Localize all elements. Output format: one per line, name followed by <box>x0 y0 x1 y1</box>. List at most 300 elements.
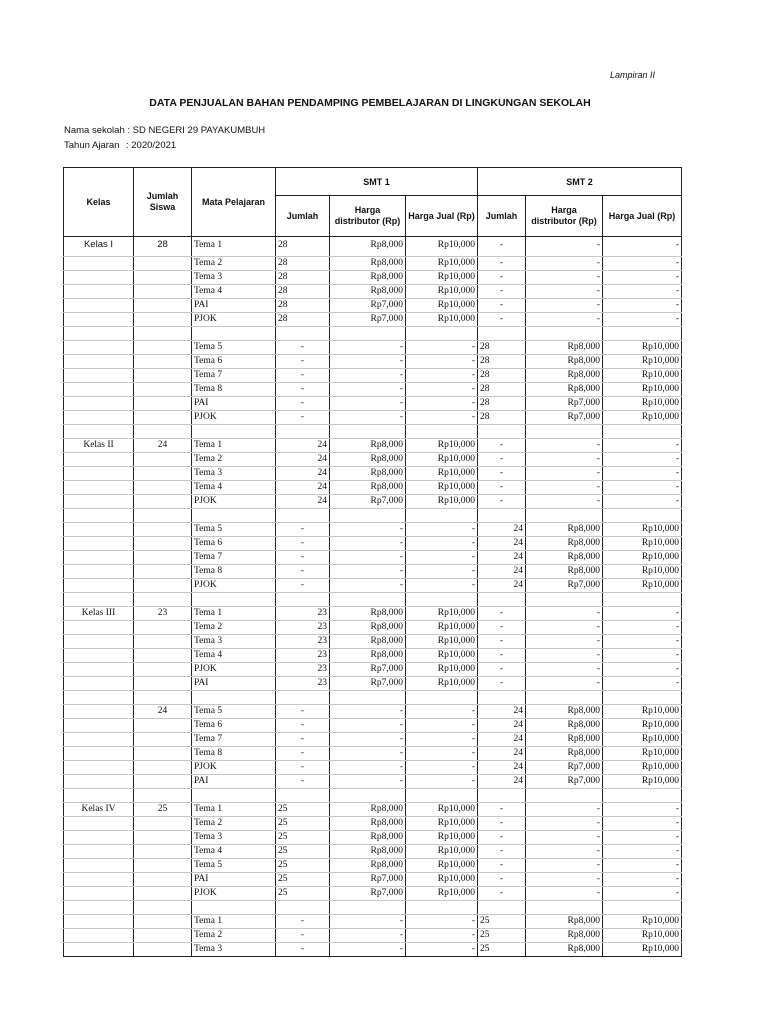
smt2-jumlah-cell: 25 <box>478 943 526 957</box>
smt2-jumlah-cell: - <box>478 299 526 313</box>
kelas-cell: Kelas II <box>64 439 134 453</box>
table-row <box>64 495 682 509</box>
smt2-harga-jual-cell <box>603 509 682 523</box>
table-row <box>64 369 682 383</box>
smt1-harga-jual-cell: - <box>406 579 478 593</box>
table-row <box>64 237 682 257</box>
smt2-harga-jual-cell <box>603 425 682 439</box>
smt1-harga-jual-cell: Rp10,000 <box>406 677 478 691</box>
smt1-harga-jual-cell: Rp10,000 <box>406 467 478 481</box>
mata-pelajaran-cell: PJOK <box>192 579 276 593</box>
jumlah-siswa-cell <box>134 873 192 887</box>
smt2-harga-distributor-cell: - <box>526 439 603 453</box>
jumlah-siswa-cell <box>134 551 192 565</box>
smt1-jumlah-cell: - <box>276 341 330 355</box>
smt1-harga-jual-cell: Rp10,000 <box>406 271 478 285</box>
kelas-cell <box>64 691 134 705</box>
mata-pelajaran-cell: Tema 6 <box>192 537 276 551</box>
kelas-cell: Kelas I <box>64 237 134 257</box>
smt1-harga-jual-cell: - <box>406 537 478 551</box>
smt1-harga-jual-cell <box>406 789 478 803</box>
smt1-harga-jual-cell: - <box>406 565 478 579</box>
smt2-jumlah-cell: - <box>478 663 526 677</box>
smt2-harga-distributor-cell: Rp7,000 <box>526 579 603 593</box>
smt2-jumlah-cell <box>478 327 526 341</box>
year-value: : 2020/2021 <box>126 140 177 151</box>
smt1-harga-distributor-cell <box>330 789 406 803</box>
smt2-harga-distributor-cell: Rp8,000 <box>526 355 603 369</box>
mata-pelajaran-cell: PAI <box>192 299 276 313</box>
smt1-jumlah-cell <box>276 509 330 523</box>
smt1-jumlah-cell: 24 <box>276 439 330 453</box>
smt1-harga-distributor-cell: - <box>330 747 406 761</box>
table-row <box>64 355 682 369</box>
kelas-cell <box>64 481 134 495</box>
mata-pelajaran-cell: PJOK <box>192 495 276 509</box>
kelas-cell <box>64 831 134 845</box>
kelas-cell <box>64 537 134 551</box>
smt1-harga-jual-cell <box>406 593 478 607</box>
table-row <box>64 313 682 327</box>
header-kelas: Kelas <box>64 168 134 237</box>
mata-pelajaran-cell: Tema 2 <box>192 453 276 467</box>
mata-pelajaran-cell <box>192 691 276 705</box>
table-row <box>64 271 682 285</box>
smt1-jumlah-cell: 25 <box>276 873 330 887</box>
kelas-cell <box>64 873 134 887</box>
smt1-jumlah-cell: - <box>276 915 330 929</box>
smt2-jumlah-cell: - <box>478 257 526 271</box>
kelas-cell <box>64 383 134 397</box>
table-row <box>64 257 682 271</box>
smt1-harga-jual-cell: - <box>406 523 478 537</box>
mata-pelajaran-cell: Tema 3 <box>192 831 276 845</box>
smt1-jumlah-cell <box>276 901 330 915</box>
kelas-cell <box>64 425 134 439</box>
smt1-harga-distributor-cell <box>330 509 406 523</box>
mata-pelajaran-cell: Tema 2 <box>192 621 276 635</box>
kelas-cell <box>64 411 134 425</box>
table-row <box>64 537 682 551</box>
jumlah-siswa-cell <box>134 495 192 509</box>
smt1-jumlah-cell: - <box>276 565 330 579</box>
table-row <box>64 691 682 705</box>
smt2-jumlah-cell: - <box>478 817 526 831</box>
smt2-harga-distributor-cell: - <box>526 299 603 313</box>
smt2-harga-distributor-cell <box>526 593 603 607</box>
smt2-harga-distributor-cell: Rp7,000 <box>526 411 603 425</box>
smt2-jumlah-cell: - <box>478 607 526 621</box>
smt1-jumlah-cell: 25 <box>276 831 330 845</box>
mata-pelajaran-cell: Tema 2 <box>192 929 276 943</box>
smt2-harga-jual-cell: Rp10,000 <box>603 355 682 369</box>
smt2-harga-jual-cell: Rp10,000 <box>603 719 682 733</box>
smt1-harga-distributor-cell: Rp8,000 <box>330 817 406 831</box>
smt1-harga-jual-cell: Rp10,000 <box>406 299 478 313</box>
smt2-harga-distributor-cell: Rp7,000 <box>526 775 603 789</box>
smt1-harga-jual-cell: Rp10,000 <box>406 495 478 509</box>
jumlah-siswa-cell <box>134 537 192 551</box>
smt2-jumlah-cell: 24 <box>478 523 526 537</box>
smt2-harga-distributor-cell <box>526 327 603 341</box>
table-row <box>64 845 682 859</box>
smt1-harga-distributor-cell <box>330 691 406 705</box>
smt1-harga-jual-cell: Rp10,000 <box>406 257 478 271</box>
jumlah-siswa-cell <box>134 453 192 467</box>
jumlah-siswa-cell <box>134 929 192 943</box>
jumlah-siswa-cell <box>134 257 192 271</box>
smt1-harga-distributor-cell: - <box>330 775 406 789</box>
smt2-harga-distributor-cell: Rp8,000 <box>526 551 603 565</box>
table-row <box>64 747 682 761</box>
smt1-harga-distributor-cell: - <box>330 579 406 593</box>
smt2-harga-jual-cell: - <box>603 845 682 859</box>
smt1-harga-jual-cell: Rp10,000 <box>406 621 478 635</box>
smt2-harga-jual-cell: Rp10,000 <box>603 537 682 551</box>
smt2-harga-distributor-cell: - <box>526 817 603 831</box>
smt1-harga-distributor-cell: Rp8,000 <box>330 859 406 873</box>
smt1-harga-distributor-cell: - <box>330 537 406 551</box>
mata-pelajaran-cell: Tema 1 <box>192 439 276 453</box>
smt2-jumlah-cell: 24 <box>478 775 526 789</box>
smt1-harga-jual-cell: - <box>406 761 478 775</box>
table-row <box>64 635 682 649</box>
smt2-harga-jual-cell: Rp10,000 <box>603 579 682 593</box>
smt1-harga-distributor-cell: Rp8,000 <box>330 621 406 635</box>
smt2-jumlah-cell: - <box>478 845 526 859</box>
smt1-jumlah-cell: 23 <box>276 607 330 621</box>
smt1-harga-distributor-cell: - <box>330 929 406 943</box>
smt1-harga-jual-cell: Rp10,000 <box>406 859 478 873</box>
smt2-harga-jual-cell: - <box>603 677 682 691</box>
kelas-cell <box>64 775 134 789</box>
smt1-jumlah-cell: 23 <box>276 677 330 691</box>
mata-pelajaran-cell: Tema 7 <box>192 733 276 747</box>
smt1-harga-distributor-cell: Rp8,000 <box>330 635 406 649</box>
smt2-harga-distributor-cell: Rp8,000 <box>526 341 603 355</box>
smt2-harga-distributor-cell: Rp8,000 <box>526 565 603 579</box>
smt2-jumlah-cell <box>478 593 526 607</box>
smt2-jumlah-cell: - <box>478 453 526 467</box>
smt1-harga-distributor-cell: Rp8,000 <box>330 453 406 467</box>
smt2-harga-distributor-cell <box>526 509 603 523</box>
table-row <box>64 803 682 817</box>
smt1-harga-jual-cell: Rp10,000 <box>406 663 478 677</box>
mata-pelajaran-cell: PJOK <box>192 411 276 425</box>
smt2-jumlah-cell: - <box>478 467 526 481</box>
smt2-jumlah-cell: - <box>478 439 526 453</box>
table-row <box>64 649 682 663</box>
mata-pelajaran-cell: Tema 5 <box>192 523 276 537</box>
smt2-harga-jual-cell: Rp10,000 <box>603 383 682 397</box>
smt2-jumlah-cell: - <box>478 859 526 873</box>
smt1-jumlah-cell: 25 <box>276 887 330 901</box>
kelas-cell <box>64 649 134 663</box>
smt1-harga-jual-cell: Rp10,000 <box>406 237 478 257</box>
smt2-harga-distributor-cell: - <box>526 859 603 873</box>
smt1-harga-distributor-cell: Rp7,000 <box>330 663 406 677</box>
smt1-jumlah-cell: 24 <box>276 481 330 495</box>
table-row <box>64 677 682 691</box>
smt2-jumlah-cell: - <box>478 803 526 817</box>
smt2-harga-distributor-cell: Rp7,000 <box>526 397 603 411</box>
smt1-harga-distributor-cell: Rp7,000 <box>330 313 406 327</box>
smt2-harga-jual-cell: - <box>603 299 682 313</box>
smt1-harga-jual-cell: Rp10,000 <box>406 313 478 327</box>
smt2-harga-jual-cell: - <box>603 257 682 271</box>
smt1-harga-jual-cell: - <box>406 775 478 789</box>
smt2-jumlah-cell: 24 <box>478 719 526 733</box>
jumlah-siswa-cell <box>134 845 192 859</box>
kelas-cell <box>64 593 134 607</box>
kelas-cell <box>64 579 134 593</box>
smt1-harga-jual-cell: Rp10,000 <box>406 607 478 621</box>
smt2-harga-jual-cell: - <box>603 439 682 453</box>
smt2-jumlah-cell: 24 <box>478 733 526 747</box>
smt1-harga-distributor-cell: - <box>330 565 406 579</box>
header-smt1-harga-distributor: Harga distributor (Rp) <box>330 196 406 237</box>
smt2-jumlah-cell <box>478 789 526 803</box>
table-row <box>64 873 682 887</box>
kelas-cell <box>64 859 134 873</box>
table-row <box>64 341 682 355</box>
jumlah-siswa-cell <box>134 313 192 327</box>
mata-pelajaran-cell: PAI <box>192 873 276 887</box>
header-smt2-jumlah: Jumlah <box>478 196 526 237</box>
smt2-jumlah-cell: 28 <box>478 411 526 425</box>
mata-pelajaran-cell <box>192 901 276 915</box>
header-smt2-harga-jual: Harga Jual (Rp) <box>603 196 682 237</box>
mata-pelajaran-cell: Tema 2 <box>192 817 276 831</box>
smt2-jumlah-cell: 24 <box>478 747 526 761</box>
smt2-harga-distributor-cell: - <box>526 621 603 635</box>
smt1-harga-distributor-cell: Rp8,000 <box>330 831 406 845</box>
table-row <box>64 943 682 957</box>
smt2-harga-distributor-cell <box>526 789 603 803</box>
smt1-harga-jual-cell: Rp10,000 <box>406 831 478 845</box>
smt1-harga-jual-cell <box>406 425 478 439</box>
smt1-harga-distributor-cell: - <box>330 733 406 747</box>
kelas-cell <box>64 565 134 579</box>
smt1-jumlah-cell: - <box>276 775 330 789</box>
jumlah-siswa-cell <box>134 299 192 313</box>
table-row <box>64 817 682 831</box>
smt1-jumlah-cell: - <box>276 719 330 733</box>
kelas-cell <box>64 509 134 523</box>
smt2-harga-jual-cell: - <box>603 481 682 495</box>
table-row <box>64 397 682 411</box>
jumlah-siswa-cell <box>134 523 192 537</box>
mata-pelajaran-cell: Tema 6 <box>192 719 276 733</box>
kelas-cell <box>64 341 134 355</box>
table-row <box>64 901 682 915</box>
school-info <box>64 125 265 136</box>
smt1-harga-distributor-cell <box>330 425 406 439</box>
table-row <box>64 593 682 607</box>
smt1-harga-distributor-cell: Rp7,000 <box>330 677 406 691</box>
mata-pelajaran-cell: PJOK <box>192 313 276 327</box>
smt2-jumlah-cell: - <box>478 285 526 299</box>
smt2-jumlah-cell: 24 <box>478 565 526 579</box>
smt2-harga-jual-cell: Rp10,000 <box>603 733 682 747</box>
jumlah-siswa-cell <box>134 901 192 915</box>
jumlah-siswa-cell <box>134 635 192 649</box>
table-row <box>64 775 682 789</box>
smt2-jumlah-cell: - <box>478 887 526 901</box>
table-row <box>64 789 682 803</box>
mata-pelajaran-cell: Tema 8 <box>192 747 276 761</box>
smt1-harga-jual-cell: Rp10,000 <box>406 817 478 831</box>
smt1-jumlah-cell: 28 <box>276 299 330 313</box>
smt1-jumlah-cell: - <box>276 733 330 747</box>
smt2-harga-jual-cell: Rp10,000 <box>603 747 682 761</box>
smt2-harga-distributor-cell: - <box>526 649 603 663</box>
table-row <box>64 551 682 565</box>
smt2-harga-distributor-cell: - <box>526 481 603 495</box>
mata-pelajaran-cell: Tema 5 <box>192 341 276 355</box>
table-row <box>64 383 682 397</box>
mata-pelajaran-cell: Tema 2 <box>192 257 276 271</box>
jumlah-siswa-cell: 24 <box>134 705 192 719</box>
smt1-harga-distributor-cell: - <box>330 523 406 537</box>
mata-pelajaran-cell <box>192 425 276 439</box>
smt2-jumlah-cell: - <box>478 313 526 327</box>
table-row <box>64 425 682 439</box>
smt2-harga-distributor-cell: - <box>526 831 603 845</box>
kelas-cell <box>64 285 134 299</box>
mata-pelajaran-cell: PAI <box>192 775 276 789</box>
jumlah-siswa-cell <box>134 579 192 593</box>
smt2-harga-jual-cell: - <box>603 635 682 649</box>
smt1-jumlah-cell <box>276 691 330 705</box>
smt1-harga-distributor-cell: - <box>330 915 406 929</box>
mata-pelajaran-cell: PJOK <box>192 663 276 677</box>
smt2-jumlah-cell: 28 <box>478 341 526 355</box>
smt1-harga-distributor-cell: Rp8,000 <box>330 803 406 817</box>
smt1-harga-distributor-cell: - <box>330 761 406 775</box>
smt2-harga-distributor-cell: - <box>526 285 603 299</box>
smt2-harga-distributor-cell: - <box>526 803 603 817</box>
smt1-harga-distributor-cell: Rp7,000 <box>330 495 406 509</box>
smt1-harga-distributor-cell <box>330 593 406 607</box>
mata-pelajaran-cell: Tema 1 <box>192 607 276 621</box>
jumlah-siswa-cell <box>134 747 192 761</box>
mata-pelajaran-cell: Tema 8 <box>192 565 276 579</box>
smt1-jumlah-cell: 24 <box>276 467 330 481</box>
kelas-cell <box>64 635 134 649</box>
kelas-cell <box>64 523 134 537</box>
smt2-harga-distributor-cell <box>526 691 603 705</box>
smt2-harga-distributor-cell: Rp8,000 <box>526 929 603 943</box>
table-row <box>64 663 682 677</box>
smt2-harga-jual-cell: Rp10,000 <box>603 369 682 383</box>
kelas-cell <box>64 299 134 313</box>
smt1-harga-jual-cell: - <box>406 551 478 565</box>
smt2-jumlah-cell: 24 <box>478 551 526 565</box>
smt1-jumlah-cell: - <box>276 411 330 425</box>
smt2-harga-jual-cell: - <box>603 663 682 677</box>
smt1-harga-jual-cell: - <box>406 411 478 425</box>
jumlah-siswa-cell <box>134 915 192 929</box>
smt1-harga-distributor-cell: Rp8,000 <box>330 257 406 271</box>
smt1-harga-jual-cell <box>406 691 478 705</box>
smt2-harga-jual-cell: - <box>603 621 682 635</box>
smt2-jumlah-cell: 25 <box>478 929 526 943</box>
smt1-jumlah-cell: - <box>276 383 330 397</box>
smt2-harga-jual-cell: Rp10,000 <box>603 705 682 719</box>
smt1-harga-jual-cell <box>406 509 478 523</box>
mata-pelajaran-cell: Tema 4 <box>192 845 276 859</box>
kelas-cell <box>64 677 134 691</box>
jumlah-siswa-cell <box>134 621 192 635</box>
smt2-harga-jual-cell: Rp10,000 <box>603 929 682 943</box>
smt1-harga-distributor-cell: Rp7,000 <box>330 873 406 887</box>
table-header <box>64 168 682 237</box>
smt1-jumlah-cell: 28 <box>276 285 330 299</box>
kelas-cell <box>64 467 134 481</box>
mata-pelajaran-cell <box>192 327 276 341</box>
smt1-harga-distributor-cell: Rp7,000 <box>330 887 406 901</box>
table-row <box>64 761 682 775</box>
kelas-cell <box>64 397 134 411</box>
smt1-harga-jual-cell: Rp10,000 <box>406 635 478 649</box>
smt2-harga-jual-cell: - <box>603 887 682 901</box>
smt1-harga-jual-cell <box>406 327 478 341</box>
smt1-harga-jual-cell <box>406 901 478 915</box>
mata-pelajaran-cell: Tema 4 <box>192 285 276 299</box>
jumlah-siswa-cell <box>134 943 192 957</box>
school-name: SD NEGERI 29 PAYAKUMBUH <box>132 125 266 136</box>
smt1-jumlah-cell: 28 <box>276 237 330 257</box>
smt1-jumlah-cell: 23 <box>276 663 330 677</box>
smt2-jumlah-cell: - <box>478 649 526 663</box>
smt1-harga-jual-cell: - <box>406 341 478 355</box>
jumlah-siswa-cell <box>134 775 192 789</box>
smt2-harga-distributor-cell: - <box>526 495 603 509</box>
smt1-harga-distributor-cell: Rp8,000 <box>330 237 406 257</box>
smt1-jumlah-cell: 23 <box>276 649 330 663</box>
smt1-harga-jual-cell: Rp10,000 <box>406 873 478 887</box>
smt2-harga-jual-cell: Rp10,000 <box>603 761 682 775</box>
smt2-harga-jual-cell: - <box>603 495 682 509</box>
jumlah-siswa-cell <box>134 789 192 803</box>
mata-pelajaran-cell <box>192 593 276 607</box>
smt1-jumlah-cell: 23 <box>276 635 330 649</box>
jumlah-siswa-cell <box>134 481 192 495</box>
table-row <box>64 509 682 523</box>
attachment-label: Lampiran II <box>609 70 655 80</box>
smt1-harga-jual-cell: - <box>406 383 478 397</box>
smt1-jumlah-cell: - <box>276 579 330 593</box>
smt2-harga-distributor-cell: Rp8,000 <box>526 537 603 551</box>
smt1-jumlah-cell: 28 <box>276 257 330 271</box>
smt2-harga-jual-cell: Rp10,000 <box>603 775 682 789</box>
kelas-cell <box>64 257 134 271</box>
smt1-harga-distributor-cell: Rp8,000 <box>330 285 406 299</box>
table-row <box>64 481 682 495</box>
kelas-cell <box>64 901 134 915</box>
jumlah-siswa-cell: 28 <box>134 237 192 257</box>
smt2-harga-jual-cell: - <box>603 285 682 299</box>
smt2-harga-jual-cell: - <box>603 859 682 873</box>
smt2-harga-distributor-cell: Rp8,000 <box>526 369 603 383</box>
table-row <box>64 523 682 537</box>
table-row <box>64 439 682 453</box>
smt2-jumlah-cell <box>478 901 526 915</box>
smt2-jumlah-cell: 28 <box>478 355 526 369</box>
smt1-jumlah-cell: 25 <box>276 803 330 817</box>
smt2-harga-jual-cell: - <box>603 237 682 257</box>
